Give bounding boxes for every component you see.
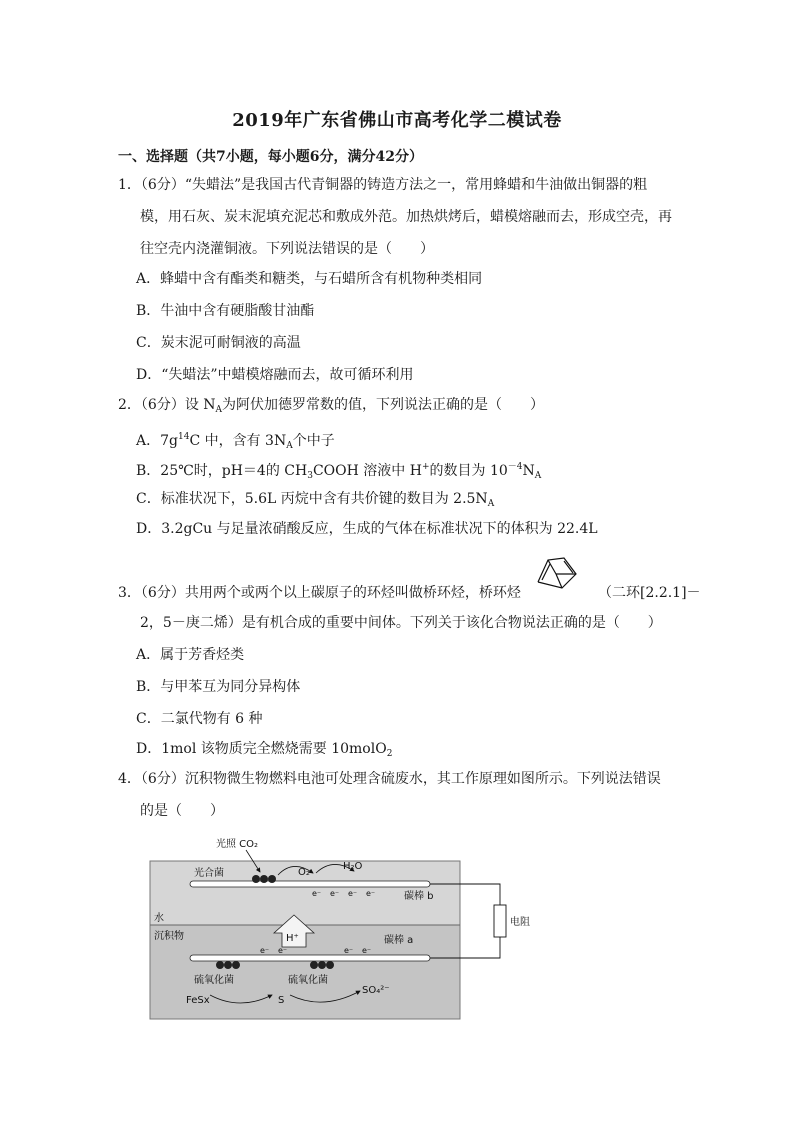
q3-option-b: B．与甲苯互为同分异构体 (136, 679, 301, 695)
q2-stem-text: 2．（6分）设 N (118, 397, 216, 413)
electron-label-2: e⁻ (330, 889, 340, 898)
q3-option-a: A．属于芳香烃类 (136, 647, 245, 663)
o2-label: O₂ (298, 867, 310, 878)
water-label: 水 (154, 913, 164, 924)
q2-opt-b-text: B．25℃时，pH＝4的 CH (136, 463, 308, 479)
q2-option-b (136, 458, 541, 485)
section-heading: 一、选择题（共7小题，每小题6分，满分42分） (118, 149, 423, 165)
sediment-label: 沉积物 (154, 931, 184, 942)
sulfur-bacteria-label-2: 硫氧化菌 (288, 975, 328, 986)
electron-label-8: e⁻ (362, 946, 372, 955)
carbon-rod-a-label: 碳棒 a (384, 935, 414, 946)
resistor-label: 电阻 (510, 917, 530, 928)
q2-opt-b-text-3: 的数目为 10 (429, 463, 508, 479)
electron-label-1: e⁻ (312, 889, 322, 898)
q2-option-c (136, 490, 494, 513)
q1-option-c: C．炭末泥可耐铜液的高温 (136, 335, 301, 351)
q1-line-3: 往空壳内浇灌铜液。下列说法错误的是（ ） (140, 241, 434, 257)
q1-line-2: 模，用石灰、炭末泥填充泥芯和敷成外范。加热烘烤后，蜡模熔融而去，形成空壳，再 (140, 209, 672, 225)
q3-line-1 (118, 584, 521, 602)
q3-option-c: C．二氯代物有 6 种 (136, 711, 263, 727)
q2-option-d: D．3.2gCu 与足量浓硝酸反应，生成的气体在标准状况下的体积为 22.4L (136, 521, 598, 537)
q3-line-2: 2，5－庚二烯）是有机合成的重要中间体。下列关于该化合物说法正确的是（ ） (140, 615, 662, 631)
q1-option-a: A．蜂蜡中含有酯类和糖类，与石蜡所含有机物种类相同 (136, 271, 483, 287)
electron-label-4: e⁻ (366, 889, 376, 898)
sulfate-label: SO₄²⁻ (362, 985, 390, 996)
fuel-cell-diagram (148, 835, 538, 1025)
q4-line-1: 4．（6分）沉积物微生物燃料电池可处理含硫废水，其工作原理如图所示。下列说法错误 (118, 771, 661, 787)
q2-opt-c-text: C．标准状况下，5.6L 丙烷中含有共价键的数目为 2.5N (136, 491, 488, 507)
q2-opt-b-text-2: COOH 溶液中 H (312, 463, 422, 479)
page-title: 2019年广东省佛山市高考化学二模试卷 (232, 110, 562, 131)
photosynthetic-bacteria-label: 光合菌 (194, 868, 224, 879)
fesx-label: FeSx (186, 995, 210, 1006)
electron-label-7: e⁻ (344, 946, 354, 955)
carbon-rod-b (190, 881, 430, 887)
q2-opt-a-text-3: 个中子 (292, 433, 335, 449)
q2-opt-a-sup: 14 (177, 432, 190, 442)
q2-opt-b-sup-1: + (421, 462, 430, 472)
q2-opt-b-text-4: N (522, 463, 535, 479)
q3-opt-d-sub: 2 (386, 749, 393, 759)
q2-option-a (136, 428, 335, 455)
q2-stem-rest: 为阿伏加德罗常数的值，下列说法正确的是（ ） (222, 397, 545, 413)
q2-opt-a-sub: A (286, 441, 293, 451)
q2-stem-sub: A (215, 405, 223, 415)
h2o-label: H₂O (343, 861, 363, 872)
q2-stem (118, 396, 544, 419)
q3-line-1-name: （二环[2.2.1]－ (598, 585, 701, 601)
q1-option-b: B．牛油中含有硬脂酸甘油酯 (136, 303, 315, 319)
light-co2-label: 光照 CO₂ (216, 839, 259, 850)
sulfur-bacteria-label-1: 硫氧化菌 (194, 975, 234, 986)
sulfur-label: S (278, 995, 285, 1006)
q3-line-1-text: 3．（6分）共用两个或两个以上碳原子的环烃叫做桥环烃，桥环烃 (118, 585, 521, 601)
norbornadiene-structure (534, 552, 580, 592)
q3-opt-d-text: D．1mol 该物质完全燃烧需要 10molO (136, 741, 387, 757)
proton-label: H⁺ (286, 933, 299, 944)
q2-opt-b-sub-1: 3 (307, 471, 313, 481)
carbon-rod-b-label: 碳棒 b (404, 891, 434, 902)
q4-line-2: 的是（ ） (140, 803, 224, 819)
resistor (494, 905, 506, 937)
q2-opt-c-sub: A (487, 499, 495, 509)
q2-opt-b-sup-2: －4 (507, 462, 523, 472)
q1-option-d: D．“失蜡法”中蜡模熔融而去，故可循环利用 (136, 367, 414, 383)
electron-label-3: e⁻ (348, 889, 358, 898)
q2-opt-b-sub-2: A (534, 471, 542, 481)
electron-label-5: e⁻ (260, 946, 270, 955)
electron-label-6: e⁻ (278, 946, 288, 955)
q1-line-1: 1．（6分）“失蜡法”是我国古代青铜器的铸造方法之一，常用蜂蜡和牛油做出铜器的粗 (118, 177, 648, 193)
q2-opt-a-text: A．7g (136, 433, 178, 449)
q3-option-d (136, 740, 392, 763)
q2-opt-a-text-2: C 中，含有 3N (189, 433, 287, 449)
carbon-rod-a (190, 955, 430, 961)
